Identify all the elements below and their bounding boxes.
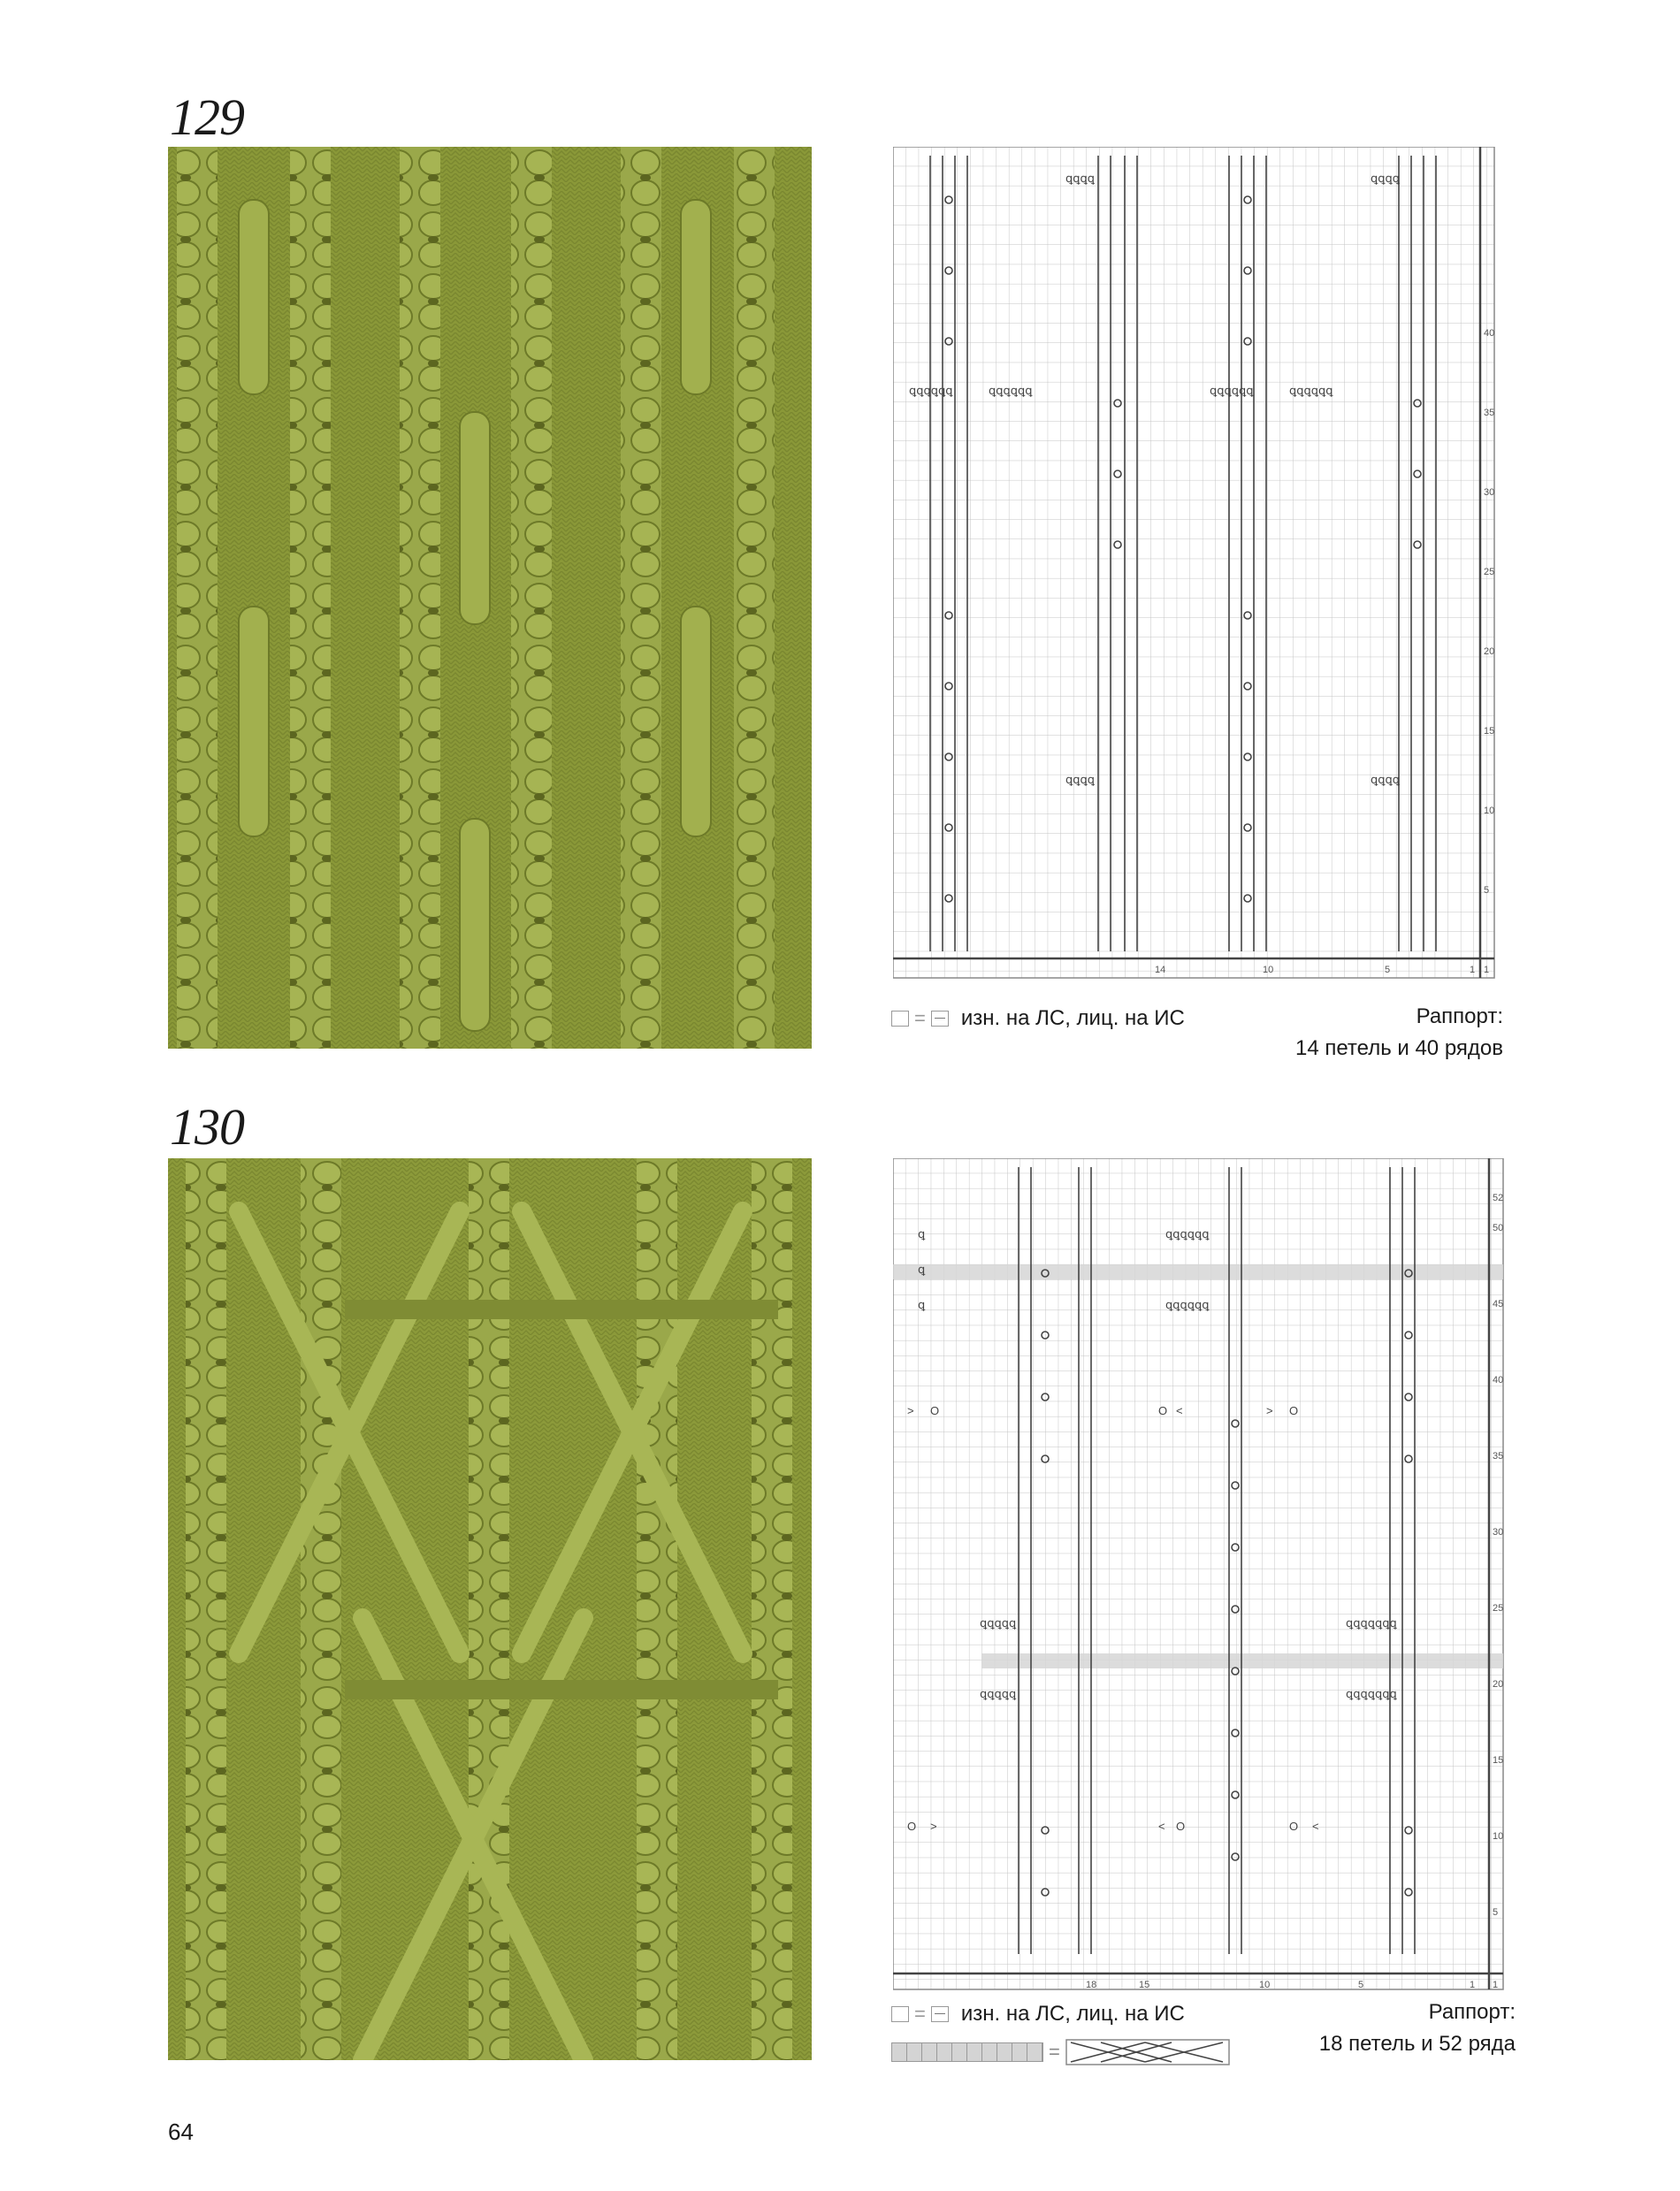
svg-text:ꝗ: ꝗ: [918, 1263, 926, 1276]
knit-swatch-photo-130: [168, 1158, 812, 2060]
svg-text:40: 40: [1484, 328, 1495, 339]
svg-text:35: 35: [1484, 408, 1495, 418]
svg-text:5: 5: [1493, 1907, 1499, 1918]
svg-text:ꝗꝗꝗꝗꝗꝗ: ꝗꝗꝗꝗꝗꝗ: [1165, 1227, 1210, 1241]
chart-legend-129: = изн. на ЛС, лиц. на ИС: [891, 1006, 1185, 1031]
purl-cell-icon: [931, 2006, 949, 2022]
svg-text:ꝗꝗꝗꝗꝗ: ꝗꝗꝗꝗꝗ: [980, 1616, 1017, 1630]
purl-cell-icon: [931, 1011, 949, 1027]
svg-text:ꝗꝗꝗꝗꝗꝗꝗ: ꝗꝗꝗꝗꝗꝗꝗ: [1346, 1687, 1397, 1700]
svg-text:<: <: [1158, 1820, 1165, 1833]
pattern-number-130: 130: [170, 1098, 244, 1156]
svg-text:>: >: [907, 1404, 914, 1417]
svg-text:ꝗꝗꝗꝗ: ꝗꝗꝗꝗ: [1065, 172, 1096, 185]
svg-text:ꝗꝗꝗꝗ: ꝗꝗꝗꝗ: [1065, 773, 1096, 786]
svg-text:O: O: [907, 1820, 917, 1833]
cable-cross-icon: [1065, 2039, 1230, 2065]
svg-text:ꝗꝗꝗꝗꝗꝗ: ꝗꝗꝗꝗꝗꝗ: [989, 384, 1033, 397]
svg-text:ꝗꝗꝗꝗꝗ: ꝗꝗꝗꝗꝗ: [980, 1687, 1017, 1700]
svg-text:52: 52: [1493, 1193, 1504, 1203]
svg-text:45: 45: [1493, 1299, 1504, 1309]
legend-text: изн. на ЛС, лиц. на ИС: [960, 1006, 1185, 1030]
svg-text:20: 20: [1484, 646, 1495, 657]
svg-text:30: 30: [1484, 487, 1495, 498]
svg-text:1: 1: [1470, 965, 1476, 975]
cable-stitches-icon: [891, 2042, 1043, 2062]
svg-text:10: 10: [1484, 805, 1495, 816]
svg-text:ꝗꝗꝗꝗꝗꝗ: ꝗꝗꝗꝗꝗꝗ: [1165, 1298, 1210, 1311]
cable-legend-130: =: [891, 2039, 1230, 2065]
blank-cell-icon: [891, 2006, 909, 2022]
svg-text:14: 14: [1155, 965, 1166, 975]
svg-text:O: O: [1176, 1820, 1186, 1833]
svg-text:35: 35: [1493, 1451, 1504, 1462]
svg-text:ꝗꝗꝗꝗ: ꝗꝗꝗꝗ: [1371, 773, 1401, 786]
svg-text:40: 40: [1493, 1375, 1504, 1386]
svg-text:ꝗꝗꝗꝗꝗꝗꝗ: ꝗꝗꝗꝗꝗꝗꝗ: [1346, 1616, 1397, 1630]
rapport-130: [1319, 1996, 1516, 2060]
svg-text:ꝗ: ꝗ: [918, 1227, 926, 1241]
rapport-label: Раппорт:: [1416, 1004, 1503, 1028]
rapport-value: 18 петель и 52 ряда: [1318, 2032, 1516, 2056]
svg-text:1: 1: [1470, 1980, 1476, 1990]
svg-text:1: 1: [1484, 965, 1490, 975]
blank-cell-icon: [891, 1011, 909, 1027]
legend-text: изн. на ЛС, лиц. на ИС: [960, 2002, 1185, 2026]
svg-text:ꝗꝗꝗꝗ: ꝗꝗꝗꝗ: [1371, 172, 1401, 185]
svg-text:ꝗꝗꝗꝗꝗꝗ: ꝗꝗꝗꝗꝗꝗ: [1289, 384, 1333, 397]
svg-text:10: 10: [1263, 965, 1274, 975]
svg-text:20: 20: [1493, 1679, 1504, 1690]
rapport-label: Раппорт:: [1428, 2000, 1516, 2024]
svg-text:10: 10: [1259, 1980, 1271, 1990]
svg-text:>: >: [930, 1820, 937, 1833]
svg-text:30: 30: [1493, 1527, 1504, 1538]
svg-text:18: 18: [1086, 1980, 1097, 1990]
svg-text:O: O: [1289, 1404, 1299, 1417]
svg-text:50: 50: [1493, 1223, 1504, 1233]
knit-swatch-photo-129: [168, 147, 812, 1049]
svg-text:5: 5: [1484, 885, 1490, 896]
page-number: 64: [168, 2118, 194, 2145]
svg-text:O: O: [1289, 1820, 1299, 1833]
svg-text:5: 5: [1385, 965, 1391, 975]
svg-text:>: >: [1266, 1404, 1273, 1417]
svg-text:<: <: [1176, 1404, 1183, 1417]
svg-text:1: 1: [1493, 1980, 1499, 1990]
rapport-value: 14 петель и 40 рядов: [1295, 1036, 1503, 1060]
svg-text:ꝗꝗꝗꝗꝗꝗ: ꝗꝗꝗꝗꝗꝗ: [1210, 384, 1254, 397]
svg-text:25: 25: [1484, 567, 1495, 577]
svg-text:ꝗ: ꝗ: [918, 1298, 926, 1311]
knitting-chart-129: [893, 147, 1503, 981]
chart-legend-130: = изн. на ЛС, лиц. на ИС: [891, 2002, 1185, 2027]
svg-text:10: 10: [1493, 1831, 1504, 1842]
svg-text:<: <: [1312, 1820, 1319, 1833]
svg-text:ꝗꝗꝗꝗꝗꝗ: ꝗꝗꝗꝗꝗꝗ: [909, 384, 953, 397]
svg-text:O: O: [930, 1404, 940, 1417]
knitting-chart-130: [893, 1158, 1512, 1993]
svg-text:15: 15: [1139, 1980, 1150, 1990]
rapport-129: [1295, 1001, 1503, 1065]
svg-text:15: 15: [1493, 1755, 1504, 1766]
svg-text:5: 5: [1358, 1980, 1364, 1990]
svg-text:O: O: [1158, 1404, 1168, 1417]
svg-text:25: 25: [1493, 1603, 1504, 1614]
pattern-number-129: 129: [170, 88, 244, 146]
svg-text:15: 15: [1484, 726, 1495, 737]
